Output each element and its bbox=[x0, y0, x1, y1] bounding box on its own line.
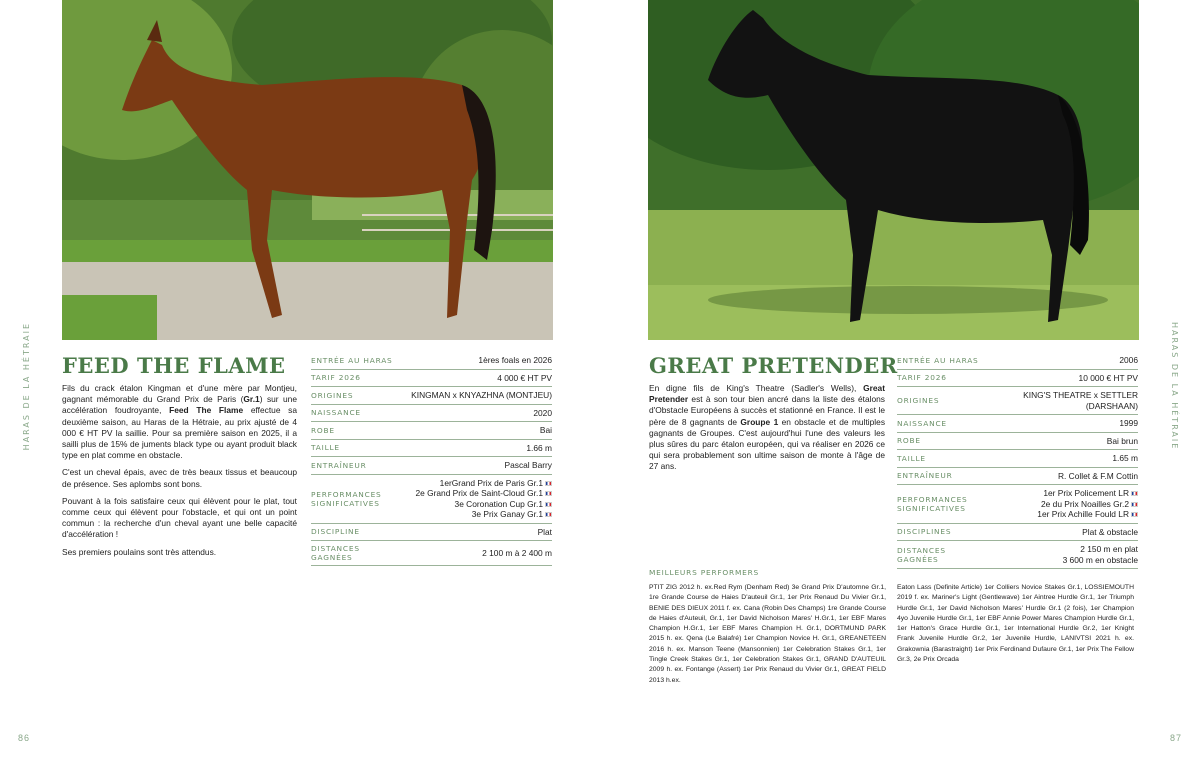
fact-key: ENTRAÎNEUR bbox=[897, 471, 953, 481]
fact-key: DISTANCES GAGNÉES bbox=[311, 544, 360, 562]
horse-name-inline: Feed The Flame bbox=[169, 405, 244, 416]
france-flag-icon bbox=[1131, 502, 1138, 507]
fact-row bbox=[311, 475, 552, 524]
fact-value: 1.66 m bbox=[526, 442, 552, 453]
fact-key: TAILLE bbox=[897, 453, 926, 463]
fact-key: DISTANCES GAGNÉES bbox=[897, 545, 946, 564]
fact-value: Pascal Barry bbox=[504, 460, 552, 470]
fact-row bbox=[311, 524, 552, 542]
performance-line: 3e Coronation Cup Gr.1 bbox=[415, 499, 552, 510]
fact-row bbox=[897, 387, 1138, 415]
best-performers-heading: MEILLEURS PERFORMERS bbox=[649, 568, 760, 577]
fact-value: Bai brun bbox=[1106, 435, 1138, 446]
description-paragraph: C'est un cheval épais, avec de très beaux tissus et beaucoup de présence. Ses aplombs sont bons. bbox=[62, 467, 297, 489]
france-flag-icon bbox=[545, 491, 552, 496]
france-flag-icon bbox=[545, 512, 552, 517]
great-pretender-description bbox=[649, 383, 885, 479]
fact-key: ENTRAÎNEUR bbox=[311, 460, 367, 470]
fact-key: NAISSANCE bbox=[897, 418, 947, 428]
fact-value: 2020 bbox=[533, 407, 552, 418]
fact-row bbox=[897, 415, 1138, 433]
side-label-left: HARAS DE LA HÉTRAIE bbox=[22, 322, 31, 451]
fact-value: Bai bbox=[539, 425, 552, 435]
france-flag-icon bbox=[1131, 512, 1138, 517]
performance-line: 2e du Prix Noailles Gr.2 bbox=[1037, 499, 1138, 510]
fact-row bbox=[897, 352, 1138, 370]
page-number-right: 87 bbox=[1170, 733, 1183, 743]
fact-key: PERFORMANCES SIGNIFICATIVES bbox=[311, 489, 382, 508]
performance-line: 1er Prix Policement LR bbox=[1037, 488, 1138, 499]
fact-key: TARIF 2026 bbox=[897, 373, 947, 383]
fact-key: TAILLE bbox=[311, 443, 340, 453]
fact-key: ENTRÉE AU HARAS bbox=[897, 355, 979, 365]
description-paragraph: Fils du crack étalon Kingman et d'une mère par Montjeu, gagnant mémorable du Grand Prix de Paris (Gr.1) sur une accélération foudroyante, Feed The Flame effectue sa deuxième saison, au Haras de la Hétraie, au prix ajusté de 4 000 € HT PV la saillie. Pour sa première saison en 2025, il a sailli plus de 15% de juments black type ou ayant produit black type en plat comme en obstacle. bbox=[62, 383, 298, 461]
fact-key: ROBE bbox=[311, 425, 335, 435]
fact-row bbox=[897, 370, 1138, 388]
horse-name-inline: Great Pretender bbox=[649, 383, 885, 405]
fact-value: 1999 bbox=[1119, 418, 1138, 428]
fact-value: 2 150 m en plat 3 600 m en obstacle bbox=[1062, 544, 1138, 565]
performance-line: 1er Prix Achille Fould LR bbox=[1037, 509, 1138, 520]
page-number-left: 86 bbox=[18, 733, 31, 743]
fact-row bbox=[897, 433, 1138, 451]
fact-value: 10 000 € HT PV bbox=[1078, 372, 1138, 383]
uk-flag-icon bbox=[545, 502, 552, 507]
description-paragraph: En digne fils de King's Theatre (Sadler's Wells), Great Pretender est à son tour bien ancré dans la liste des étalons d'Obstacle Européens à succès et stationné en France. Il est le père de 8 gagnants de Groupe 1 en obstacle et de multiples gagnants de Groupes. C'est aujourd'hui l'une des valeurs les plus sûres du parc étalon européen, qui va réaliser en 2026 ce qui sera probablement son ultime saison de monte à l'âge de 27 ans. bbox=[649, 383, 886, 472]
feed-the-flame-facts bbox=[311, 352, 552, 566]
group-label: Groupe 1 bbox=[740, 416, 779, 427]
performance-line: 1erGrand Prix de Paris Gr.1 bbox=[415, 478, 552, 489]
fact-value bbox=[415, 478, 552, 520]
fact-key: ROBE bbox=[897, 436, 921, 446]
best-performers-column-1: PTIT ZIG 2012 h. ex.Red Rym (Denham Red) 3e Grand Prix D'automne Gr.1, 1re Grande Course de Haies D'auteuil Gr.1, 1er Prix Renaud Du Vivier Gr.1, BENIE DES DIEUX 2011 f. ex. Cana (Robin Des Champs) 1re Grande Course de Haies d'Auteuil, Gr.1, 1er David Nicholson Mares' H.Gr.1, 1er EBF Mares Champion H.Gr.1, 1er EBF Mares Champion H. Gr.1, DORTMUND PARK 2015 h. ex. Qena (Le Balafré) 1er Champion Novice H. Gr.1, GREANETEEN 2016 h. ex. Manson Teene (Mansonnien) 1er Celebration Stakes Gr.1, 1er Tingle Creek Stakes Gr.1, 1er Celebration Stakes Gr.1, GRAND D'AUTEUIL 2009 h. ex. Fontange (Assert) 1er Prix Renaud du Vivier Gr.1, GREAT FIELD 2013 h.ex. bbox=[649, 584, 886, 684]
fact-value: KING'S THEATRE x SETTLER (DARSHAAN) bbox=[1023, 390, 1138, 411]
fact-row bbox=[311, 422, 552, 440]
fact-key: ENTRÉE AU HARAS bbox=[311, 355, 393, 365]
fact-value bbox=[1037, 488, 1138, 520]
fact-key: NAISSANCE bbox=[311, 408, 361, 418]
fact-row bbox=[311, 541, 552, 566]
feed-the-flame-photo bbox=[62, 0, 553, 340]
performance-line: 2e Grand Prix de Saint-Cloud Gr.1 bbox=[415, 488, 552, 499]
fact-row bbox=[897, 485, 1138, 524]
fact-key: ORIGINES bbox=[897, 396, 940, 405]
description-paragraph: Ses premiers poulains sont très attendus. bbox=[62, 546, 217, 557]
fact-key: TARIF 2026 bbox=[311, 373, 361, 383]
performance-line: 3e Prix Ganay Gr.1 bbox=[415, 509, 552, 520]
fact-value: R. Collet & F.M Cottin bbox=[1057, 470, 1138, 481]
fact-row bbox=[311, 405, 552, 423]
feed-the-flame-title: FEED THE FLAME bbox=[62, 353, 286, 378]
fact-value: Plat bbox=[537, 526, 552, 537]
description-paragraph: Pouvant à la fois satisfaire ceux qui élèvent pour le plat, tout comme ceux qui élèvent pour l'obstacle, et qui ont un point commun : la recherche d'un cheval ayant une belle capacité d'accélération ! bbox=[62, 495, 297, 540]
fact-row bbox=[311, 387, 552, 405]
fact-value: 1.65 m bbox=[1112, 453, 1138, 463]
fact-row bbox=[897, 450, 1138, 468]
france-flag-icon bbox=[1131, 491, 1138, 496]
fact-row bbox=[897, 468, 1138, 486]
great-pretender-photo bbox=[648, 0, 1139, 340]
great-pretender-facts bbox=[897, 352, 1138, 569]
fact-row bbox=[311, 440, 552, 458]
fact-value: 2006 bbox=[1119, 355, 1138, 365]
great-pretender-title: GREAT PRETENDER bbox=[649, 353, 898, 378]
fact-row bbox=[897, 524, 1138, 542]
fact-value: 2 100 m à 2 400 m bbox=[482, 547, 552, 558]
fact-row bbox=[311, 457, 552, 475]
fact-key: ORIGINES bbox=[311, 390, 354, 400]
grade-label: Gr.1 bbox=[243, 394, 260, 405]
fact-value: 1ères foals en 2026 bbox=[478, 355, 552, 365]
feed-the-flame-description bbox=[62, 383, 297, 564]
fact-key: PERFORMANCES SIGNIFICATIVES bbox=[897, 494, 968, 513]
fact-key: DISCIPLINE bbox=[311, 527, 360, 537]
best-performers-column-2: Eaton Lass (Definite Article) 1er Colliers Novice Stakes Gr.1, LOSSIEMOUTH 2019 f. ex. Mariner's Light (Gentlewave) 1er Aintree Hurdle Gr.1, 1er Triumph Hurdle Gr.1, 1er David Nicholson Mares' Hurdle Gr.1 (2 fois), 1er Champion 4yo Juvenile Hurdle Gr.1, 1er EBF Annie Power Mares Champion Hurdle Gr.1, 1er Hatton's Grace Hurdle Gr.1, 1er International Hurdle Gr.2, 1er Knight Frank Juvenile Hurdle Gr.2, 1er Juvenile Hurdle, LANIVTSI 2021 h. ex. Grakownia (Barastraight) 1er Prix Ferdinand Dufaure Gr.1, 1er Prix The Fellow Gr.3, 2e Prix Orcada bbox=[897, 584, 1134, 664]
fact-row bbox=[311, 352, 552, 370]
france-flag-icon bbox=[545, 481, 552, 486]
fact-value: Plat & obstacle bbox=[1082, 526, 1138, 537]
fact-row bbox=[897, 541, 1138, 569]
fact-value: 4 000 € HT PV bbox=[497, 372, 552, 383]
fact-key: DISCIPLINES bbox=[897, 527, 952, 537]
side-label-right: HARAS DE LA HÉTRAIE bbox=[1170, 322, 1179, 451]
fact-row bbox=[311, 370, 552, 388]
fact-value: KINGMAN x KNYAZHNA (MONTJEU) bbox=[411, 390, 552, 400]
